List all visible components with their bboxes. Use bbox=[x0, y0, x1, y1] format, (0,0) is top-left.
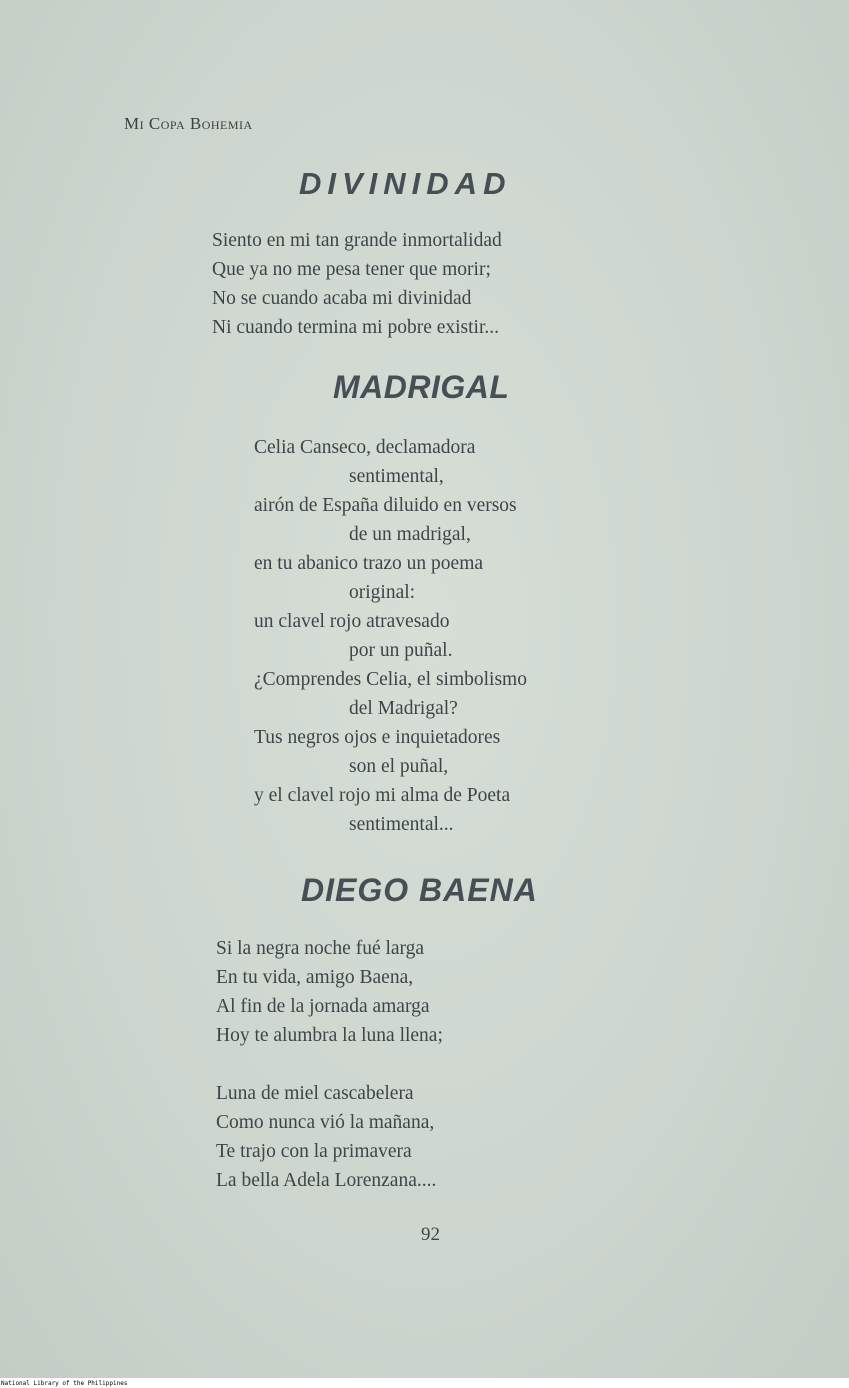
footer-credit: National Library of the Philippines bbox=[1, 1380, 128, 1387]
poem-line: Ni cuando termina mi pobre existir... bbox=[212, 317, 500, 338]
poem-line: Al fin de la jornada amarga bbox=[216, 996, 430, 1017]
poem-line: Como nunca vió la mañana, bbox=[216, 1112, 435, 1133]
running-head: Mi Copa Bohemia bbox=[124, 114, 253, 133]
poem-diego-baena-stanza-2 bbox=[216, 1079, 436, 1195]
poem-title-madrigal: MADRIGAL bbox=[333, 369, 510, 405]
poem-line: Siento en mi tan grande inmortalidad bbox=[212, 230, 502, 251]
poem-line: Tus negros ojos e inquietadores bbox=[254, 727, 501, 748]
poem-line: Luna de miel cascabelera bbox=[216, 1083, 414, 1104]
poem-line: Si la negra noche fué larga bbox=[216, 938, 425, 959]
poem-line: ¿Comprendes Celia, el simbolismo bbox=[254, 669, 527, 690]
poem-line: Te trajo con la primavera bbox=[216, 1141, 412, 1162]
page-number: 92 bbox=[421, 1224, 440, 1245]
poem-line-indented: sentimental... bbox=[349, 814, 454, 835]
poem-line-indented: son el puñal, bbox=[349, 756, 449, 777]
poem-line: Celia Canseco, declamadora bbox=[254, 437, 476, 458]
poem-line: Hoy te alumbra la luna llena; bbox=[216, 1025, 443, 1046]
poem-title-diego-baena: DIEGO BAENA bbox=[301, 872, 538, 908]
poem-line: En tu vida, amigo Baena, bbox=[216, 967, 414, 988]
poem-line-indented: original: bbox=[349, 582, 416, 603]
poem-line: Que ya no me pesa tener que morir; bbox=[212, 259, 491, 280]
poem-line: un clavel rojo atravesado bbox=[254, 611, 450, 632]
poem-line: y el clavel rojo mi alma de Poeta bbox=[254, 785, 511, 806]
poem-line: No se cuando acaba mi divinidad bbox=[212, 288, 472, 309]
poem-line: La bella Adela Lorenzana.... bbox=[216, 1170, 437, 1191]
poem-line: en tu abanico trazo un poema bbox=[254, 553, 484, 574]
poem-line: airón de España diluido en versos bbox=[254, 495, 517, 516]
poem-divinidad-stanza bbox=[212, 226, 502, 342]
poem-line-indented: de un madrigal, bbox=[349, 524, 471, 545]
poem-line-indented: del Madrigal? bbox=[349, 698, 458, 719]
poem-title-divinidad: DIVINIDAD bbox=[299, 166, 512, 201]
poem-line-indented: sentimental, bbox=[349, 466, 444, 487]
poem-line-indented: por un puñal. bbox=[349, 640, 453, 661]
poem-diego-baena-stanza-1 bbox=[216, 934, 443, 1050]
poem-madrigal-stanza bbox=[254, 433, 527, 839]
